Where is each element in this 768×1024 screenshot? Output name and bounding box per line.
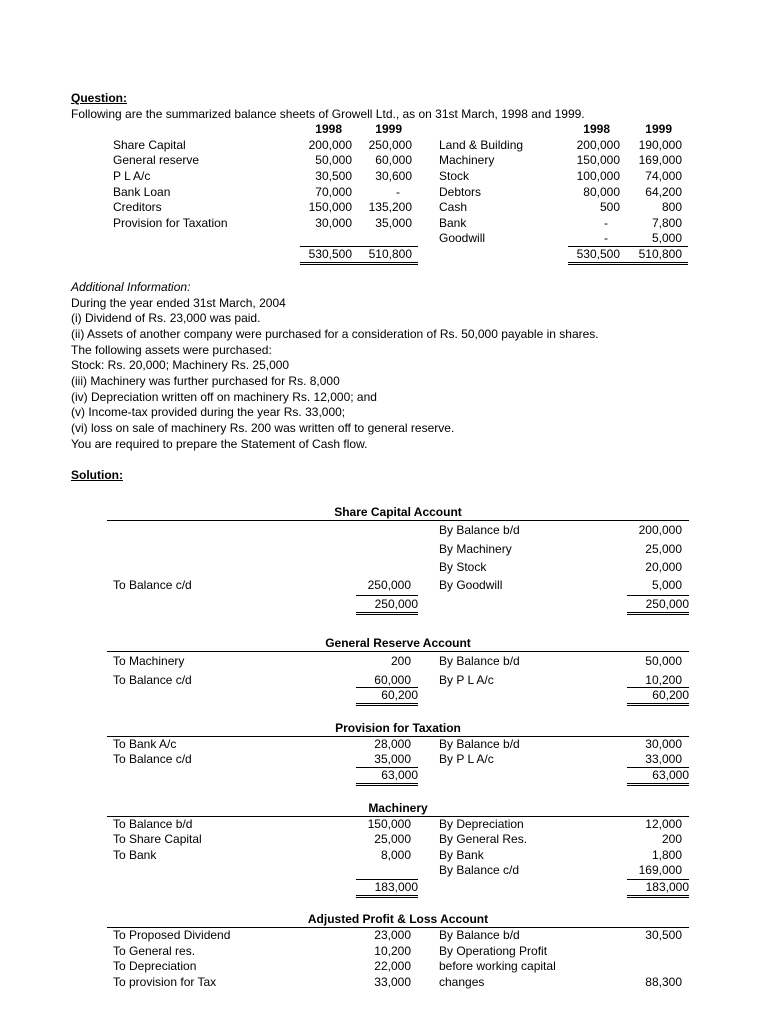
asset-row-label: Land & Building	[439, 138, 524, 152]
liab-row-label: Creditors	[113, 200, 162, 214]
additional-line: (v) Income-tax provided during the year Rs. 33,000;	[71, 405, 346, 419]
solution-heading: Solution:	[71, 468, 123, 482]
asset-row-1998: 150,000	[576, 153, 620, 167]
account-title: General Reserve Account	[325, 636, 471, 650]
liab-row-1999: 30,600	[375, 169, 412, 183]
liab-row-label: Share Capital	[113, 138, 186, 152]
credit-label: changes	[439, 975, 485, 989]
debit-amount: 35,000	[374, 752, 411, 766]
credit-amount: 169,000	[638, 863, 682, 877]
debit-total: 60,200	[356, 688, 418, 706]
liab-row-label: Bank Loan	[113, 185, 171, 199]
asset-row-1998: 100,000	[576, 169, 620, 183]
credit-amount: 88,300	[645, 975, 682, 989]
credit-label: By Machinery	[439, 542, 512, 556]
debit-amount: 25,000	[374, 832, 411, 846]
credit-label: By Balance b/d	[439, 523, 520, 537]
additional-line: Stock: Rs. 20,000; Machinery Rs. 25,000	[71, 358, 290, 372]
credit-amount: 33,000	[645, 752, 682, 766]
debit-label: To Bank A/c	[113, 737, 177, 751]
credit-label: By Balance b/d	[439, 654, 520, 668]
asset-row-1999: 800	[661, 200, 682, 214]
asset-row-1998: -	[604, 216, 608, 230]
debit-label: To Proposed Dividend	[113, 928, 231, 942]
liab-row-1998: 30,500	[315, 169, 352, 183]
debit-label: To Machinery	[113, 654, 185, 668]
debit-amount: 10,200	[374, 944, 411, 958]
credit-label: By General Res.	[439, 832, 528, 846]
asset-row-1999: 64,200	[645, 185, 682, 199]
credit-amount: 12,000	[645, 817, 682, 831]
credit-amount: 1,800	[651, 848, 682, 862]
asset-row-1999: 5,000	[651, 231, 682, 245]
debit-label: To Balance b/d	[113, 817, 193, 831]
credit-label: By Balance b/d	[439, 928, 520, 942]
liab-row-1998: 30,000	[315, 216, 352, 230]
asset-row-label: Machinery	[439, 153, 495, 167]
liab-row-1999: 135,200	[368, 200, 412, 214]
asset-row-1998: 500	[599, 200, 620, 214]
asset-row-label: Bank	[439, 216, 467, 230]
liab-row-1999: 250,000	[368, 138, 412, 152]
liab-row-1998: 70,000	[315, 185, 352, 199]
debit-total: 250,000	[356, 595, 418, 615]
credit-label: By P L A/c	[439, 752, 494, 766]
debit-amount: 8,000	[380, 848, 411, 862]
question-intro: Following are the summarized balance sheets of Growell Ltd., as on 31st March, 1998 and 1999.	[71, 107, 585, 121]
credit-label: By Balance c/d	[439, 863, 520, 877]
credit-total: 183,000	[627, 879, 689, 898]
additional-line: (i) Dividend of Rs. 23,000 was paid.	[71, 311, 261, 325]
liab-row-label: P L A/c	[113, 169, 151, 183]
account-title: Provision for Taxation	[335, 721, 461, 735]
credit-label: By Bank	[439, 848, 484, 862]
credit-amount: 30,000	[645, 737, 682, 751]
debit-label: To provision for Tax	[113, 975, 217, 989]
credit-amount: 200,000	[638, 523, 682, 537]
liab-header-1999: 1999	[375, 122, 402, 136]
account-rule	[107, 520, 689, 521]
additional-line: (ii) Assets of another company were purchased for a consideration of Rs. 50,000 payable in shares.	[71, 327, 599, 341]
asset-row-label: Goodwill	[439, 231, 486, 245]
debit-label: To Balance c/d	[113, 673, 192, 687]
asset-row-label: Cash	[439, 200, 468, 214]
debit-amount: 33,000	[374, 975, 411, 989]
credit-label: By Stock	[439, 560, 487, 574]
credit-amount: 10,200	[645, 673, 682, 687]
debit-amount: 250,000	[367, 578, 411, 592]
account-title: Share Capital Account	[334, 505, 462, 519]
debit-label: To Balance c/d	[113, 752, 192, 766]
liab-row-label: General reserve	[113, 153, 200, 167]
debit-amount: 60,000	[374, 673, 411, 687]
debit-amount: 23,000	[374, 928, 411, 942]
liab-row-1999: 35,000	[375, 216, 412, 230]
debit-total: 63,000	[356, 767, 418, 786]
credit-amount: 20,000	[645, 560, 682, 574]
asset-total-1999: 510,800	[638, 247, 682, 261]
debit-amount: 200	[390, 654, 411, 668]
liab-total-1998: 530,500	[308, 247, 352, 261]
credit-label: By Balance b/d	[439, 737, 520, 751]
additional-line: The following assets were purchased:	[71, 343, 272, 357]
asset-row-1999: 190,000	[638, 138, 682, 152]
debit-label: To Depreciation	[113, 959, 197, 973]
additional-line: (vi) loss on sale of machinery Rs. 200 was written off to general reserve.	[71, 421, 455, 435]
credit-total: 63,000	[627, 767, 689, 786]
asset-row-label: Stock	[439, 169, 470, 183]
liab-header-1998: 1998	[315, 122, 342, 136]
liab-row-1998: 150,000	[308, 200, 352, 214]
credit-label: By Operationg Profit	[439, 944, 548, 958]
asset-row-label: Debtors	[439, 185, 482, 199]
debit-label: To Balance c/d	[113, 578, 192, 592]
additional-line: You are required to prepare the Statement of Cash flow.	[71, 437, 368, 451]
additional-line: (iv) Depreciation written off on machinery Rs. 12,000; and	[71, 390, 377, 404]
account-title: Machinery	[368, 801, 428, 815]
liab-total-1999: 510,800	[368, 247, 412, 261]
asset-total-1998: 530,500	[576, 247, 620, 261]
additional-info-heading: Additional Information:	[71, 280, 191, 294]
credit-amount: 30,500	[645, 928, 682, 942]
asset-row-1998: -	[604, 231, 608, 245]
liab-row-1999: 60,000	[375, 153, 412, 167]
credit-label: before working capital	[439, 959, 556, 973]
debit-label: To Share Capital	[113, 832, 202, 846]
additional-line: During the year ended 31st March, 2004	[71, 296, 286, 310]
debit-label: To Bank	[113, 848, 157, 862]
asset-row-1998: 80,000	[583, 185, 620, 199]
credit-label: By Depreciation	[439, 817, 524, 831]
asset-row-1999: 74,000	[645, 169, 682, 183]
asset-row-1999: 7,800	[651, 216, 682, 230]
additional-line: (iii) Machinery was further purchased for Rs. 8,000	[71, 374, 340, 388]
asset-row-1999: 169,000	[638, 153, 682, 167]
debit-amount: 28,000	[374, 737, 411, 751]
credit-amount: 25,000	[645, 542, 682, 556]
credit-amount: 200	[661, 832, 682, 846]
debit-amount: 150,000	[367, 817, 411, 831]
credit-total: 60,200	[627, 688, 689, 706]
account-rule	[107, 651, 689, 652]
credit-amount: 50,000	[645, 654, 682, 668]
liab-row-label: Provision for Taxation	[113, 216, 228, 230]
credit-label: By Goodwill	[439, 578, 503, 592]
asset-header-1999: 1999	[645, 122, 672, 136]
debit-total: 183,000	[356, 879, 418, 898]
asset-header-1998: 1998	[583, 122, 610, 136]
account-title: Adjusted Profit & Loss Account	[307, 912, 489, 926]
question-heading: Question:	[71, 91, 127, 105]
credit-label: By P L A/c	[439, 673, 494, 687]
credit-amount: 5,000	[651, 578, 682, 592]
liab-row-1999: -	[396, 185, 400, 199]
asset-row-1998: 200,000	[576, 138, 620, 152]
credit-total: 250,000	[627, 595, 689, 615]
debit-amount: 22,000	[374, 959, 411, 973]
liab-row-1998: 200,000	[308, 138, 352, 152]
debit-label: To General res.	[113, 944, 196, 958]
liab-row-1998: 50,000	[315, 153, 352, 167]
